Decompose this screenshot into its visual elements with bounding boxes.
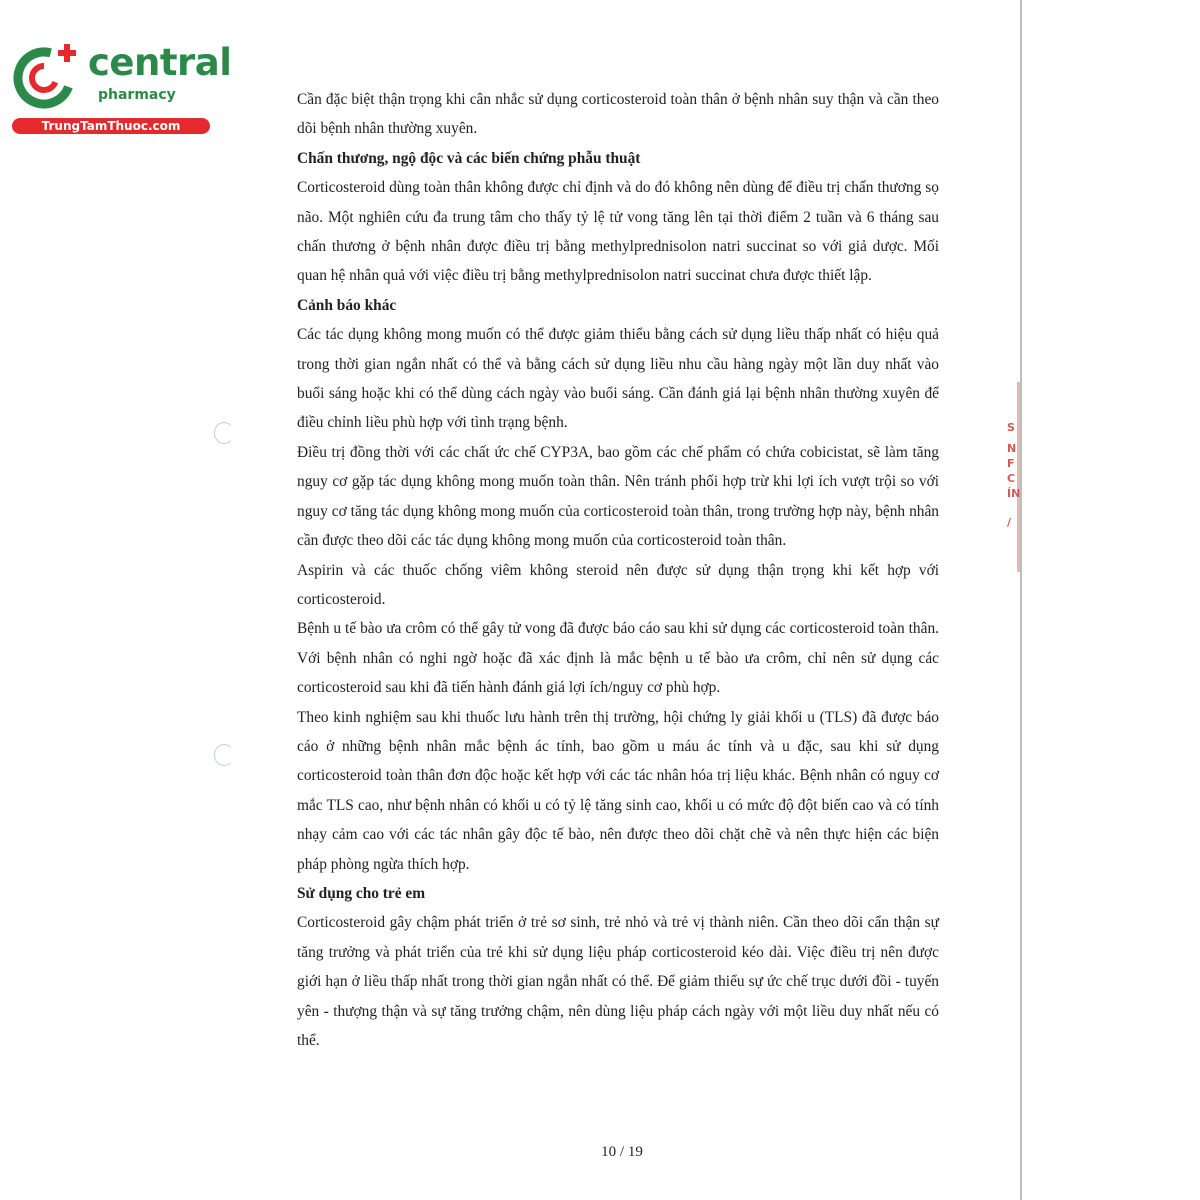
stamp-line: S: [1007, 421, 1015, 434]
punch-hole-bottom: [214, 744, 234, 766]
paragraph: Corticosteroid dùng toàn thân không được chỉ định và do đó không nên dùng để điều trị chấn thương sọ não. Một nghiên cứu đa trung tâm cho thấy tỷ lệ tử vong tăng lên tại thời điểm 2 tuần và 6 tháng sau chấn thương ở bệnh nhân được điều trị bằng methylprednisolon natri succinat so với giả dược. Mối quan hệ nhân quả với việc điều trị bằng methylprednisolon natri succinat chưa được thiết lập.: [297, 179, 939, 285]
document-body: [297, 85, 939, 1055]
paragraph: Aspirin và các thuốc chống viêm không steroid nên được sử dụng thận trọng khi kết hợp với corticosteroid.: [297, 561, 939, 608]
logo-brand-text: central: [88, 41, 232, 84]
stamp-line: /: [1007, 516, 1012, 529]
logo-url-badge: TrungTamThuoc.com: [12, 118, 210, 134]
stamp-line: N: [1007, 442, 1017, 455]
stamp-line: ÍN: [1007, 487, 1021, 500]
stamp-line: C: [1007, 472, 1016, 485]
stamp-line: F: [1007, 457, 1015, 470]
paragraph: Điều trị đồng thời với các chất ức chế CYP3A, bao gồm các chế phẩm có chứa cobicistat, sẽ làm tăng nguy cơ gặp tác dụng không mong muốn toàn thân. Nên tránh phối hợp trừ khi lợi ích vượt trội so với nguy cơ tăng tác dụng không mong muốn của corticosteroid toàn thân, trong trường hợp này, bệnh nhân cần được theo dõi các tác dụng không mong muốn của corticosteroid toàn thân.: [297, 443, 939, 550]
section-heading: Chấn thương, ngộ độc và các biến chứng phẫu thuật: [297, 149, 641, 167]
page-number: 10 / 19: [601, 1144, 643, 1160]
page-edge-divider: [1020, 0, 1022, 1200]
punch-hole-top: [214, 422, 234, 444]
logo-mark-icon: [12, 40, 84, 112]
section-heading: Cảnh báo khác: [297, 296, 397, 314]
paragraph: Cần đặc biệt thận trọng khi cân nhắc sử dụng corticosteroid toàn thân ở bệnh nhân suy thận và cần theo dõi bệnh nhân thường xuyên.: [297, 91, 939, 138]
paragraph: Các tác dụng không mong muốn có thể được giảm thiểu bằng cách sử dụng liều thấp nhất có hiệu quả trong thời gian ngắn nhất có thể và bằng cách sử dụng liều nhu cầu hàng ngày một lần duy nhất vào buổi sáng hoặc khi có thể dùng cách ngày vào buổi sáng. Cần đánh giá lại bệnh nhân thường xuyên để điều chỉnh liều phù hợp với tình trạng bệnh.: [297, 326, 939, 432]
paragraph: Theo kinh nghiệm sau khi thuốc lưu hành trên thị trường, hội chứng ly giải khối u (TLS) đã được báo cáo ở những bệnh nhân mắc bệnh ác tính, bao gồm u máu ác tính và u đặc, sau khi sử dụng corticosteroid toàn thân đơn độc hoặc kết hợp với các tác nhân hóa trị liệu khác. Bệnh nhân có nguy cơ mắc TLS cao, như bệnh nhân có khối u có tỷ lệ tăng sinh cao, khối u có mức độ đột biến cao và có tính nhạy cảm cao với các tác nhân gây độc tế bào, nên được theo dõi chặt chẽ và nên thực hiện các biện pháp phòng ngừa thích hợp.: [297, 708, 939, 873]
section-heading: Sử dụng cho trẻ em: [297, 884, 426, 902]
logo-sub-text: pharmacy: [98, 87, 176, 103]
partial-stamp: [1007, 420, 1021, 570]
paragraph: Bệnh u tế bào ưa crôm có thể gây tử vong đã được báo cáo sau khi sử dụng các corticosteroid toàn thân. Với bệnh nhân có nghi ngờ hoặc đã xác định là mắc bệnh u tế bào ưa crôm, chỉ nên sử dụng các corticosteroid sau khi đã tiến hành đánh giá lợi ích/nguy cơ phù hợp.: [297, 620, 939, 697]
paragraph: Corticosteroid gây chậm phát triển ở trẻ sơ sinh, trẻ nhỏ và trẻ vị thành niên. Cần theo dõi cẩn thận sự tăng trưởng và phát triển của trẻ khi sử dụng liệu pháp corticosteroid kéo dài. Việc điều trị nên được giới hạn ở liều thấp nhất trong thời gian ngắn nhất có thể. Để giảm thiểu sự ức chế trục dưới đồi - tuyến yên - thượng thận và sự tăng trưởng chậm, nên dùng liệu pháp cách ngày với một liều duy nhất nếu có thể.: [297, 914, 939, 1049]
central-pharmacy-logo: [12, 38, 232, 138]
